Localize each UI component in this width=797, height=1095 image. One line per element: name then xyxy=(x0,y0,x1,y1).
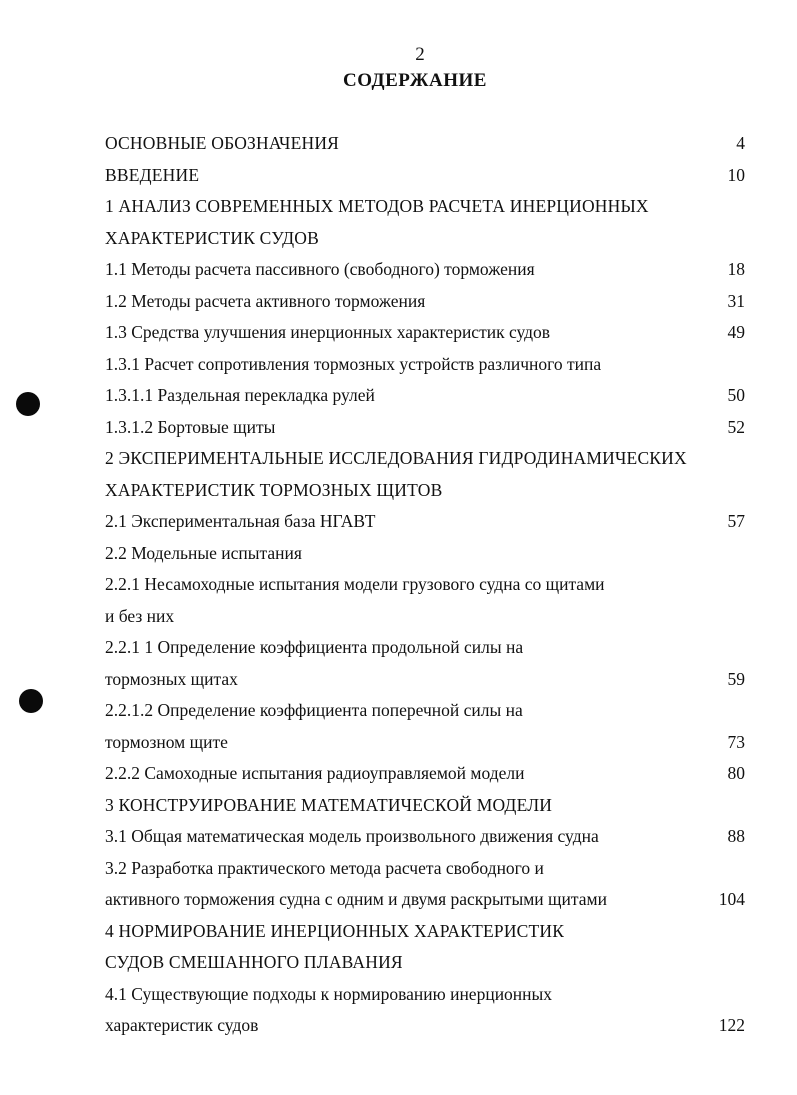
toc-entry-title: 3 КОНСТРУИРОВАНИЕ МАТЕМАТИЧЕСКОЙ МОДЕЛИ xyxy=(105,794,553,815)
toc-entry-page: 49 xyxy=(727,322,745,342)
toc-entry-title: 3.1 Общая математическая модель произвольного движения судна xyxy=(105,826,599,846)
toc-entry-title: 3.2 Разработка практического метода расчета свободного и xyxy=(105,857,544,878)
toc-entry-page: 4 xyxy=(736,133,745,153)
toc-entry xyxy=(105,727,745,759)
table-of-contents xyxy=(105,128,745,1042)
toc-entry xyxy=(105,664,745,696)
toc-entry xyxy=(105,569,745,601)
toc-entry xyxy=(105,506,745,538)
toc-entry xyxy=(105,223,745,255)
toc-entry-title: 1.3.1.2 Бортовые щиты xyxy=(105,416,276,437)
page-title: СОДЕРЖАНИЕ xyxy=(343,70,487,91)
toc-entry-title: ВВЕДЕНИЕ xyxy=(105,164,200,185)
toc-entry xyxy=(105,853,745,885)
toc-entry-page: 73 xyxy=(727,731,745,752)
toc-entry xyxy=(105,538,745,570)
toc-entry xyxy=(105,979,745,1011)
toc-entry xyxy=(105,758,745,790)
toc-entry xyxy=(105,254,745,286)
toc-entry-title: ХАРАКТЕРИСТИК ТОРМОЗНЫХ ЩИТОВ xyxy=(105,479,443,500)
toc-entry-title: 2.1 Экспериментальная база НГАВТ xyxy=(105,511,376,531)
toc-entry-title: ХАРАКТЕРИСТИК СУДОВ xyxy=(105,227,319,248)
toc-entry-page: 18 xyxy=(727,259,745,279)
toc-entry-title: 4 НОРМИРОВАНИЕ ИНЕРЦИОННЫХ ХАРАКТЕРИСТИК xyxy=(105,920,565,941)
toc-entry-title: активного торможения судна с одним и двумя раскрытыми щитами xyxy=(105,889,607,909)
toc-entry xyxy=(105,632,745,664)
toc-entry xyxy=(105,191,745,223)
toc-entry xyxy=(105,916,745,948)
toc-entry xyxy=(105,947,745,979)
toc-entry xyxy=(105,349,745,381)
page-number: 2 xyxy=(415,44,425,65)
toc-entry-title: 2.2 Модельные испытания xyxy=(105,542,302,563)
toc-entry-page: 52 xyxy=(727,416,745,437)
toc-entry-title: тормозных щитах xyxy=(105,668,238,689)
toc-entry-page: 10 xyxy=(727,164,745,185)
toc-entry xyxy=(105,412,745,444)
toc-entry-title: 2 ЭКСПЕРИМЕНТАЛЬНЫЕ ИССЛЕДОВАНИЯ ГИДРОДИНАМИЧЕСКИХ xyxy=(105,448,687,468)
toc-entry-page: 57 xyxy=(727,511,745,531)
toc-entry-title: ОСНОВНЫЕ ОБОЗНАЧЕНИЯ xyxy=(105,133,340,153)
toc-entry-title: 2.2.1 1 Определение коэффициента продольной силы на xyxy=(105,637,524,657)
toc-entry-title: и без них xyxy=(105,605,175,626)
toc-entry xyxy=(105,601,745,633)
toc-entry-title: СУДОВ СМЕШАННОГО ПЛАВАНИЯ xyxy=(105,952,403,972)
toc-entry-title: 1 АНАЛИЗ СОВРЕМЕННЫХ МЕТОДОВ РАСЧЕТА ИНЕРЦИОННЫХ xyxy=(105,196,649,216)
punch-hole-mark xyxy=(16,392,40,416)
toc-entry-title: 2.2.2 Самоходные испытания радиоуправляемой модели xyxy=(105,763,525,783)
toc-entry-title: 1.3.1 Расчет сопротивления тормозных устройств различного типа xyxy=(105,353,602,374)
toc-entry-page: 59 xyxy=(727,668,745,689)
toc-entry-title: 4.1 Существующие подходы к нормированию инерционных xyxy=(105,983,553,1004)
toc-entry xyxy=(105,790,745,822)
punch-hole-mark xyxy=(19,689,43,713)
toc-entry xyxy=(105,160,745,192)
toc-entry xyxy=(105,475,745,507)
toc-entry-page: 31 xyxy=(727,290,745,311)
toc-entry-title: 2.2.1.2 Определение коэффициента поперечной силы на xyxy=(105,700,523,720)
toc-entry xyxy=(105,317,745,349)
toc-entry xyxy=(105,821,745,853)
toc-entry-title: 1.1 Методы расчета пассивного (свободного) торможения xyxy=(105,259,535,279)
toc-entry-page: 104 xyxy=(718,889,745,909)
toc-entry-page: 50 xyxy=(727,385,745,405)
toc-entry-title: 1.3 Средства улучшения инерционных характеристик судов xyxy=(105,322,551,342)
toc-entry xyxy=(105,380,745,412)
toc-entry xyxy=(105,443,745,475)
toc-entry-page: 122 xyxy=(718,1015,745,1035)
toc-entry xyxy=(105,1010,745,1042)
toc-entry-title: характеристик судов xyxy=(105,1015,259,1035)
toc-entry-page: 88 xyxy=(727,826,745,846)
toc-entry-title: тормозном щите xyxy=(105,731,228,752)
toc-entry xyxy=(105,286,745,318)
toc-entry-title: 2.2.1 Несамоходные испытания модели грузового судна со щитами xyxy=(105,574,605,594)
toc-entry xyxy=(105,884,745,916)
toc-entry xyxy=(105,695,745,727)
toc-entry-page: 80 xyxy=(727,763,745,783)
toc-entry xyxy=(105,128,745,160)
toc-entry-title: 1.2 Методы расчета активного торможения xyxy=(105,290,426,311)
toc-entry-title: 1.3.1.1 Раздельная перекладка рулей xyxy=(105,385,375,405)
